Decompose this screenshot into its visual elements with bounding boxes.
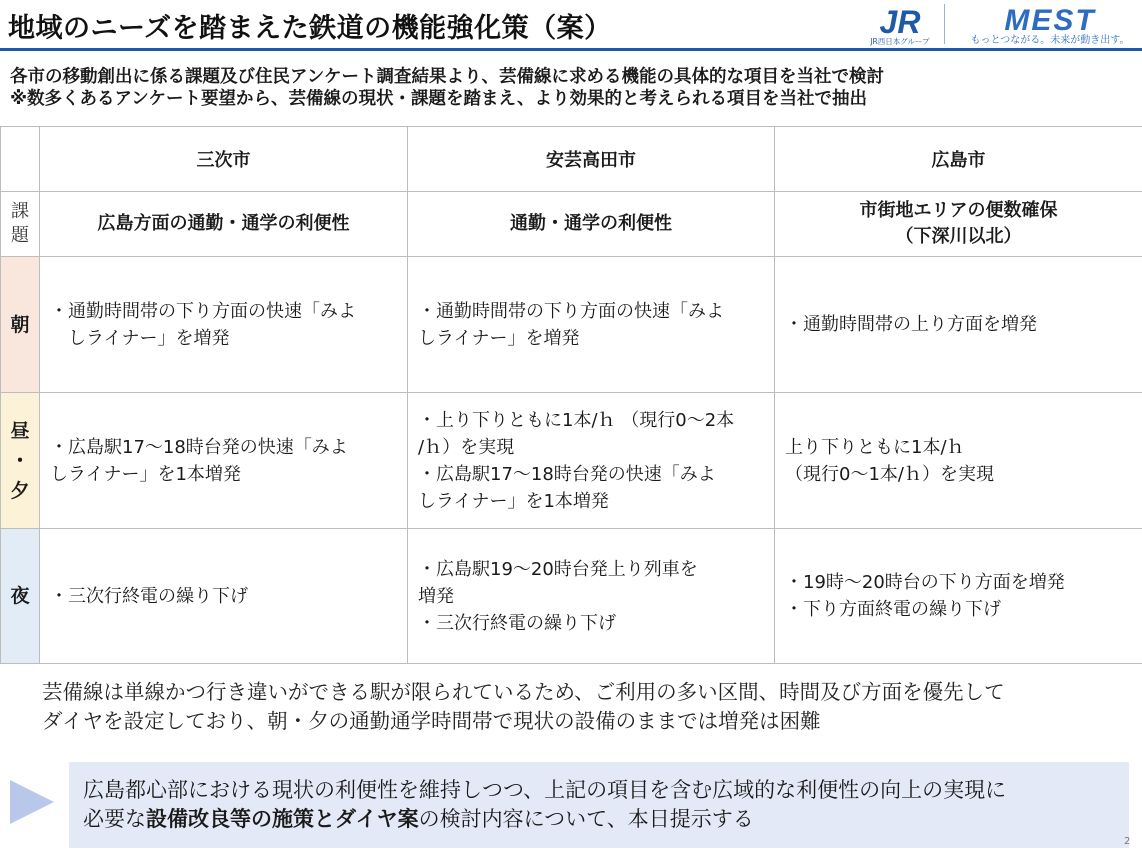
column-header-hiroshima: 広島市 (775, 127, 1142, 192)
constraint-note (42, 678, 1132, 736)
intro-line-1: 各市の移動創出に係る課題及び住民アンケート調査結果より、芸備線に求める機能の具体的な項目を当社で検討 (10, 67, 884, 87)
cell-line: ・広島駅17～18時台発の快速「みよ (418, 463, 716, 485)
cell-line: しライナー」を増発 (418, 327, 580, 349)
page-number: 2 (1124, 836, 1131, 847)
cell-noon-miyoshi (40, 393, 408, 529)
row-label-noon-evening (1, 393, 40, 529)
conclusion-text: 必要な (83, 807, 146, 831)
title-rule (0, 48, 1142, 51)
cell-night-akitakata (408, 529, 775, 664)
issue-text: （下深川以北） (895, 226, 1022, 247)
row-label-char: 夜 (10, 585, 30, 607)
issue-text: 市街地エリアの便数確保 (859, 200, 1058, 221)
issue-row-label (1, 192, 40, 257)
conclusion-emphasis: 設備改良等の施策とダイヤ案 (146, 807, 419, 831)
issue-akitakata (408, 192, 775, 257)
cell-line: 増発 (418, 585, 454, 607)
jr-logo-subtext: JR西日本グループ (870, 37, 930, 46)
cell-line: しライナー」を1本増発 (50, 463, 241, 485)
cell-morning-akitakata (408, 257, 775, 393)
issue-text: 広島方面の通勤・通学の利便性 (97, 213, 350, 234)
cell-noon-akitakata (408, 393, 775, 529)
conclusion-box (69, 762, 1129, 848)
row-label-char: ・ (10, 449, 30, 472)
cell-line: ・通勤時間帯の上り方面を増発 (785, 314, 1037, 335)
row-night (1, 529, 1142, 664)
mest-tagline: もっとつながる。未来が動き出す。 (970, 35, 1130, 46)
cell-noon-hiroshima (775, 393, 1142, 529)
row-noon-evening (1, 393, 1142, 529)
cell-line: ・広島駅17～18時台発の快速「みよ (50, 436, 348, 458)
cell-line: ・上り下りともに1本/ｈ （現行0～2本 (418, 409, 735, 431)
jr-logo-text: JR (879, 4, 921, 40)
cell-line: /ｈ）を実現 (418, 436, 515, 458)
cell-line: ・下り方面終電の繰り下げ (785, 599, 1001, 620)
cell-line: ・三次行終電の繰り下げ (418, 612, 616, 634)
arrow-right-icon (10, 778, 54, 826)
conclusion-line-1: 広島都心部における現状の利便性を維持しつつ、上記の項目を含む広域的な利便性の向上の実現に (83, 778, 1007, 802)
cell-line: しライナー」を1本増発 (418, 490, 609, 512)
note-line-1: 芸備線は単線かつ行き違いができる駅が限られているため、ご利用の多い区間、時間及び方面を優先して (42, 680, 1005, 704)
row-label-morning (1, 257, 40, 393)
intro-line-2: ※数多くあるアンケート要望から、芸備線の現状・課題を踏まえ、より効果的と考えられる項目を当社で抽出 (10, 89, 868, 109)
logo-divider (944, 4, 945, 44)
measures-table (0, 126, 1142, 664)
mest-logo-text: MEST (1004, 4, 1096, 37)
cell-morning-hiroshima (775, 257, 1142, 393)
conclusion-line-2 (83, 805, 1115, 834)
column-header-akitakata: 安芸高田市 (408, 127, 775, 192)
row-label-char: 昼 (10, 419, 30, 442)
intro-text (10, 66, 1138, 110)
jr-logo-icon (866, 2, 934, 46)
issue-label-char: 題 (11, 225, 29, 246)
row-label-char: 朝 (10, 313, 30, 336)
cell-line: ・広島駅19～20時台発上り列車を (418, 558, 698, 580)
cell-night-miyoshi (40, 529, 408, 664)
row-label-char: 夕 (10, 479, 30, 502)
cell-night-hiroshima (775, 529, 1142, 664)
issue-label-char: 課 (11, 201, 29, 222)
corner-cell (1, 127, 40, 192)
cell-line: 上り下りともに1本/ｈ (785, 436, 965, 458)
issue-row (1, 192, 1142, 257)
issue-hiroshima (775, 192, 1142, 257)
page-title: 地域のニーズを踏まえた鉄道の機能強化策（案） (8, 13, 612, 44)
cell-line: ・通勤時間帯の下り方面の快速「みよ (418, 300, 724, 322)
slide-header (0, 0, 1142, 50)
column-header-row (1, 127, 1142, 192)
column-header-miyoshi: 三次市 (40, 127, 408, 192)
issue-text: 通勤・通学の利便性 (510, 213, 672, 234)
conclusion-text: の検討内容について、本日提示する (418, 807, 754, 831)
issue-miyoshi (40, 192, 408, 257)
cell-line: ・19時～20時台の下り方面を増発 (785, 572, 1065, 593)
note-line-2: ダイヤを設定しており、朝・夕の通勤通学時間帯で現状の設備のままでは増発は困難 (42, 709, 821, 733)
cell-line: ・三次行終電の繰り下げ (50, 585, 248, 607)
row-label-night (1, 529, 40, 664)
cell-line: （現行0～1本/ｈ）を実現 (785, 463, 994, 485)
cell-morning-miyoshi (40, 257, 408, 393)
cell-line: ・通勤時間帯の下り方面の快速「みよ (50, 300, 356, 322)
cell-line: しライナー」を増発 (50, 327, 230, 349)
row-morning (1, 257, 1142, 393)
mest-logo-icon (964, 2, 1136, 46)
